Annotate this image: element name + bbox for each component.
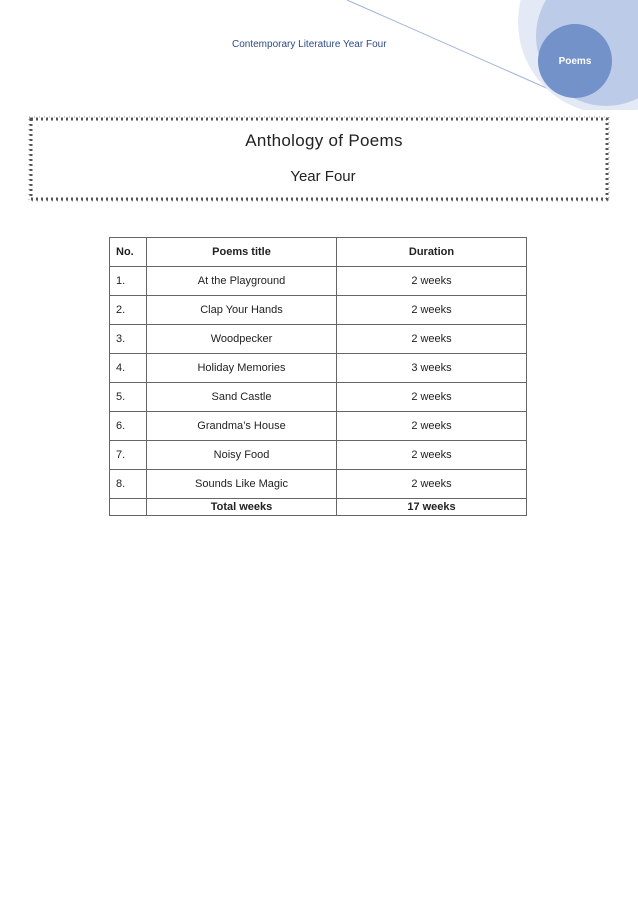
row-title: Noisy Food [147, 441, 337, 470]
row-no: 6. [110, 412, 147, 441]
table-row [110, 383, 527, 412]
row-no: 8. [110, 470, 147, 499]
row-title: Sand Castle [147, 383, 337, 412]
total-value: 17 weeks [337, 499, 527, 516]
row-no: 4. [110, 354, 147, 383]
row-duration: 2 weeks [337, 267, 527, 296]
table-row [110, 412, 527, 441]
row-title: Holiday Memories [147, 354, 337, 383]
badge-label: Poems [558, 56, 592, 67]
table-header-row [110, 238, 527, 267]
row-title: At the Playground [147, 267, 337, 296]
total-empty-cell [110, 499, 147, 516]
row-no: 2. [110, 296, 147, 325]
row-duration: 2 weeks [337, 441, 527, 470]
header-duration: Duration [337, 238, 527, 267]
header-title: Poems title [147, 238, 337, 267]
row-duration: 2 weeks [337, 325, 527, 354]
row-no: 7. [110, 441, 147, 470]
row-duration: 2 weeks [337, 470, 527, 499]
table-total-row [110, 499, 527, 516]
row-title: Clap Your Hands [147, 296, 337, 325]
row-title: Woodpecker [147, 325, 337, 354]
title-border [28, 116, 610, 202]
corner-decoration [0, 0, 638, 110]
table-row [110, 441, 527, 470]
course-title: Contemporary Literature Year Four [232, 39, 387, 50]
table-row [110, 325, 527, 354]
table-row [110, 267, 527, 296]
page-subtitle: Year Four [290, 168, 356, 185]
header-no: No. [110, 238, 147, 267]
row-title: Sounds Like Magic [147, 470, 337, 499]
table-row [110, 296, 527, 325]
table-row [110, 470, 527, 499]
row-title: Grandma’s House [147, 412, 337, 441]
row-duration: 2 weeks [337, 383, 527, 412]
table-row [110, 354, 527, 383]
row-no: 1. [110, 267, 147, 296]
poems-table [109, 237, 527, 516]
row-no: 3. [110, 325, 147, 354]
row-duration: 3 weeks [337, 354, 527, 383]
row-duration: 2 weeks [337, 412, 527, 441]
total-label: Total weeks [147, 499, 337, 516]
row-duration: 2 weeks [337, 296, 527, 325]
title-block [28, 116, 610, 202]
row-no: 5. [110, 383, 147, 412]
page-title: Anthology of Poems [245, 131, 403, 150]
